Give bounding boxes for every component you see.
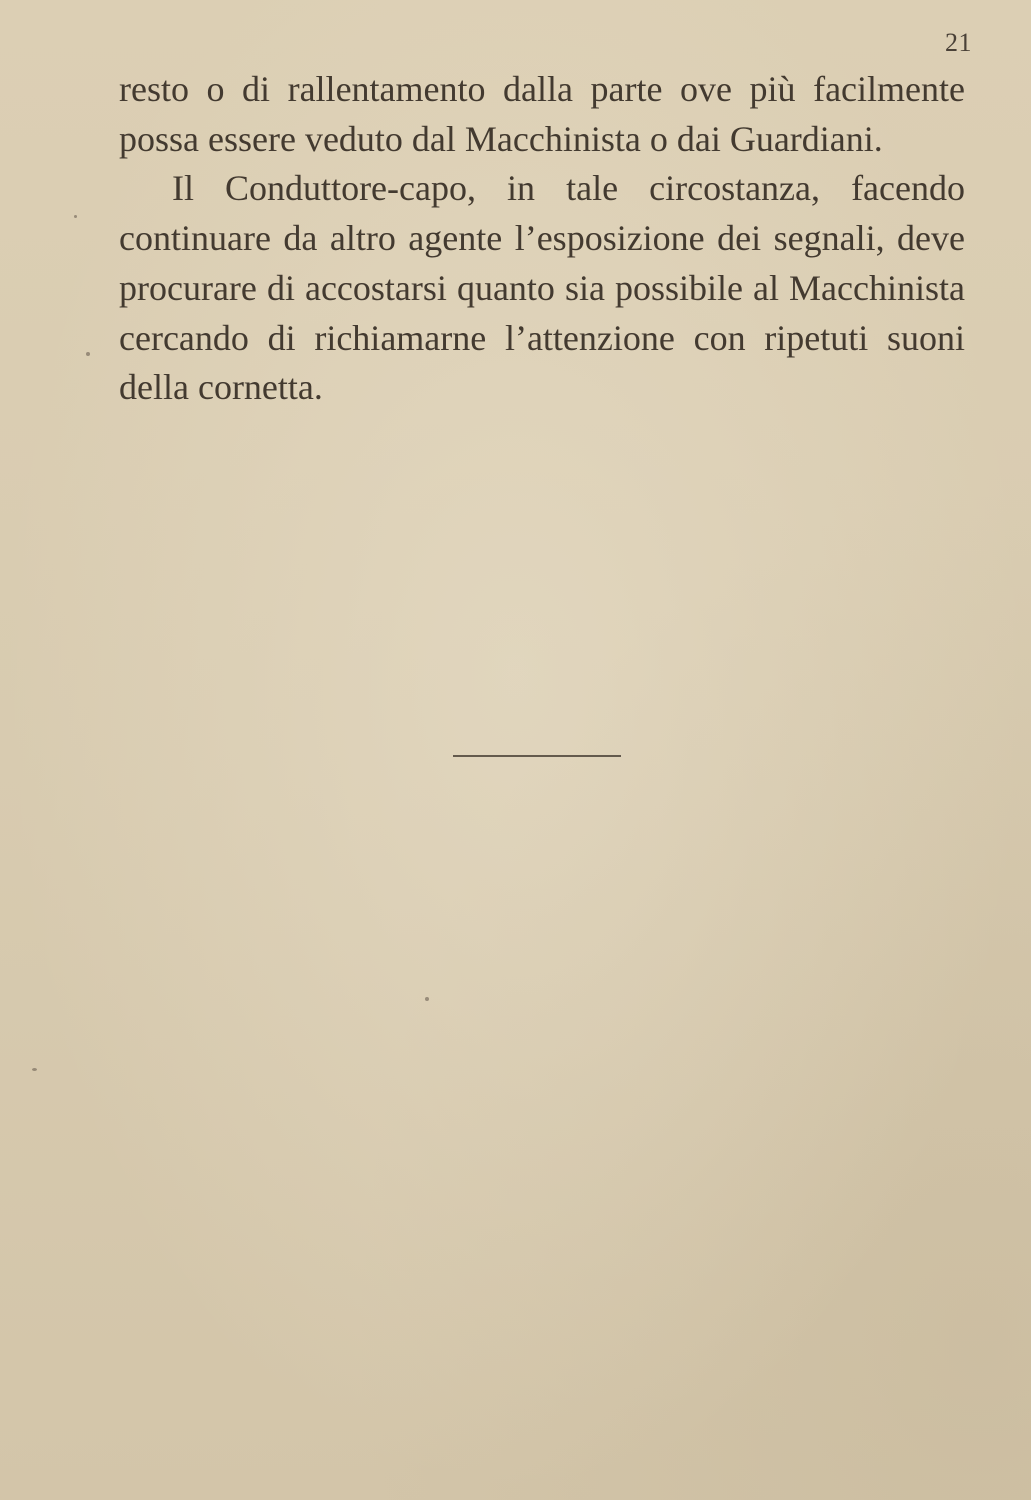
- bleed-through-texture: [95, 520, 975, 1380]
- paper-speck: [425, 997, 429, 1001]
- body-text: [119, 65, 965, 413]
- page-number: 21: [945, 28, 972, 57]
- paper-speck: [32, 1068, 37, 1071]
- paragraph-conduttore: Il Conduttore-capo, in tale circostanza, facendo continuare da altro agente l’esposizione dei segnali, deve procurare di accostarsi quanto sia possibile al Macchinista cercando di richiamarne l’attenzione con ripetuti suoni della cornetta.: [119, 168, 965, 408]
- paper-speck: [74, 215, 77, 218]
- paragraph-continuation: resto o di rallentamento dalla parte ove più facilmente possa essere veduto dal Macchinista o dai Guardiani.: [119, 69, 965, 159]
- section-divider-rule: [453, 755, 621, 757]
- paper-speck: [86, 352, 90, 356]
